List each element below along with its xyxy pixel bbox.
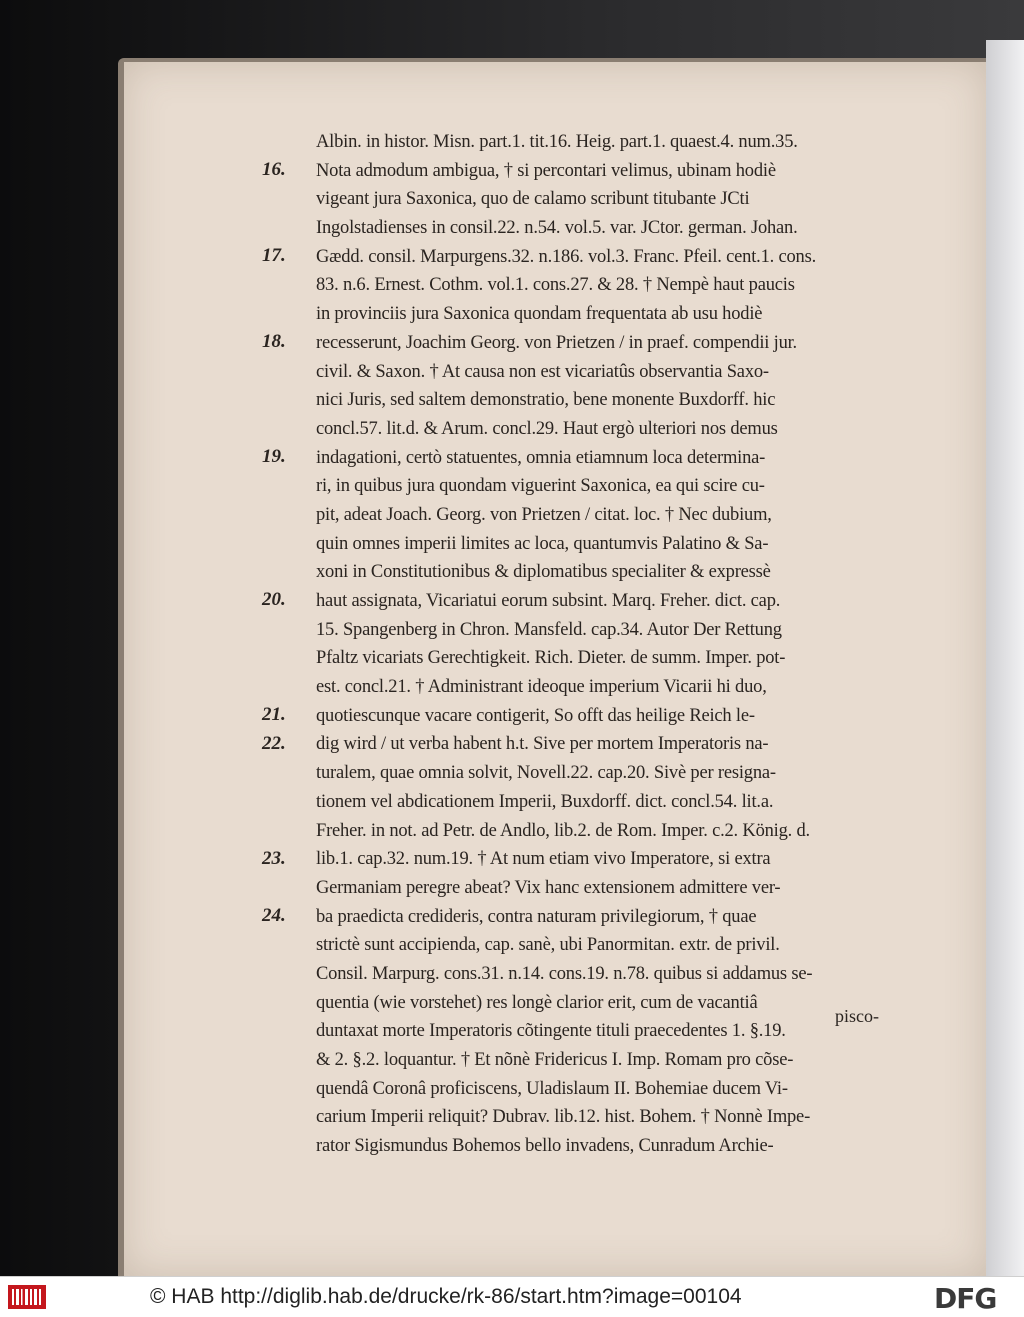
footer-bar (0, 1276, 1024, 1317)
text-line: quentia (wie vorstehet) res longè clarior erit, cum de vacantiâ (316, 992, 758, 1013)
margin-number: 19. (262, 445, 286, 467)
text-line: est. concl.21. † Administrant ideoque imperium Vicarii hi duo, (316, 677, 767, 698)
text-line: indagationi, certò statuentes, omnia etiamnum loca determina- (316, 447, 766, 468)
text-line: nici Juris, sed saltem demonstratio, bene monente Buxdorff. hic (316, 390, 776, 411)
text-line: recesserunt, Joachim Georg. von Prietzen / in praef. compendii jur. (316, 332, 797, 353)
text-line: ba praedicta credideris, contra naturam privilegiorum, † quae (316, 906, 757, 927)
margin-number: 20. (262, 589, 286, 611)
text-line: Freher. in not. ad Petr. de Andlo, lib.2. de Rom. Imper. c.2. König. d. (316, 820, 810, 841)
catchword: pisco- (835, 1006, 879, 1026)
copyright-link[interactable]: © HAB http://diglib.hab.de/drucke/rk-86/start.htm?image=00104 (150, 1285, 742, 1308)
text-line: quendâ Coronâ proficiscens, Uladislaum II. Bohemiae ducem Vi- (316, 1078, 788, 1099)
text-line: strictè sunt accipienda, cap. sanè, ubi Panormitan. extr. de privil. (316, 935, 780, 956)
margin-number: 23. (262, 847, 286, 869)
text-line: in provinciis jura Saxonica quondam frequentata ab usu hodiè (316, 304, 763, 325)
text-line: 83. n.6. Ernest. Cothm. vol.1. cons.27. & 28. † Nempè haut paucis (316, 275, 795, 296)
text-line: 15. Spangenberg in Chron. Mansfeld. cap.34. Autor Der Rettung (316, 619, 782, 640)
text-line: duntaxat morte Imperatoris cõtingente tituli praecedentes 1. §.19. (316, 1021, 786, 1042)
text-line: Consil. Marpurg. cons.31. n.14. cons.19. n.78. quibus si addamus se- (316, 963, 813, 984)
margin-number: 24. (262, 904, 286, 926)
text-line: lib.1. cap.32. num.19. † At num etiam vivo Imperatore, si extra (316, 849, 771, 870)
text-line: Albin. in histor. Misn. part.1. tit.16. Heig. part.1. quaest.4. num.35. (316, 132, 798, 152)
text-line: haut assignata, Vicariatui eorum subsint. Marq. Freher. dict. cap. (316, 591, 781, 611)
text-line: Ingolstadienses in consil.22. n.54. vol.5. var. JCtor. german. Johan. (316, 218, 798, 239)
text-line: pit, adeat Joach. Georg. von Prietzen / citat. loc. † Nec dubium, (316, 504, 772, 525)
text-block (316, 128, 906, 1161)
text-line: tionem vel abdicationem Imperii, Buxdorff. dict. concl.54. lit.a. (316, 791, 774, 812)
text-line: vigeant jura Saxonica, quo de calamo scribunt titubante JCti (316, 189, 750, 210)
text-line: quin omnes imperii limites ac loca, quantumvis Palatino & Sa- (316, 533, 769, 554)
margin-number: 17. (262, 244, 286, 266)
text-line: carium Imperii reliquit? Dubrav. lib.12. hist. Bohem. † Nonnè Impe- (316, 1107, 811, 1128)
text-line: turalem, quae omnia solvit, Novell.22. cap.20. Sivè per resigna- (316, 763, 776, 784)
text-line: & 2. §.2. loquantur. † Et nõnè Fridericus I. Imp. Romam pro cõse- (316, 1050, 794, 1070)
text-line: civil. & Saxon. † At causa non est vicariatûs observantia Saxo- (316, 361, 769, 382)
text-line: Germaniam peregre abeat? Vix hanc extensionem admittere ver- (316, 877, 781, 898)
margin-number: 22. (262, 732, 286, 754)
margin-number: 18. (262, 330, 286, 352)
text-line: Pfaltz vicariats Gerechtigkeit. Rich. Dieter. de summ. Imper. pot- (316, 648, 786, 669)
margin-number: 21. (262, 704, 286, 725)
text-line: quotiescunque vacare contigerit, So offt das heilige Reich le- (316, 705, 755, 726)
text-line: ri, in quibus jura quondam viguerint Saxonica, ea qui scire cu- (316, 476, 765, 497)
dfg-logo: DFG (934, 1282, 997, 1315)
text-line: rator Sigismundus Bohemos bello invadens, Cunradum Archie- (316, 1136, 774, 1157)
text-line: Gædd. consil. Marpurgens.32. n.186. vol.3. Franc. Pfeil. cent.1. cons. (316, 246, 816, 267)
text-line: concl.57. lit.d. & Arum. concl.29. Haut ergò ulteriori nos demus (316, 418, 778, 439)
text-line: Nota admodum ambigua, † si percontari velimus, ubinam hodiè (316, 160, 776, 181)
text-line: dig wird / ut verba habent h.t. Sive per mortem Imperatoris na- (316, 734, 769, 755)
scanner-strip (986, 40, 1024, 1276)
margin-number: 16. (262, 158, 286, 180)
hab-barcode-icon (8, 1285, 46, 1309)
text-line: xoni in Constitutionibus & diplomatibus specialiter & expressè (316, 562, 771, 583)
